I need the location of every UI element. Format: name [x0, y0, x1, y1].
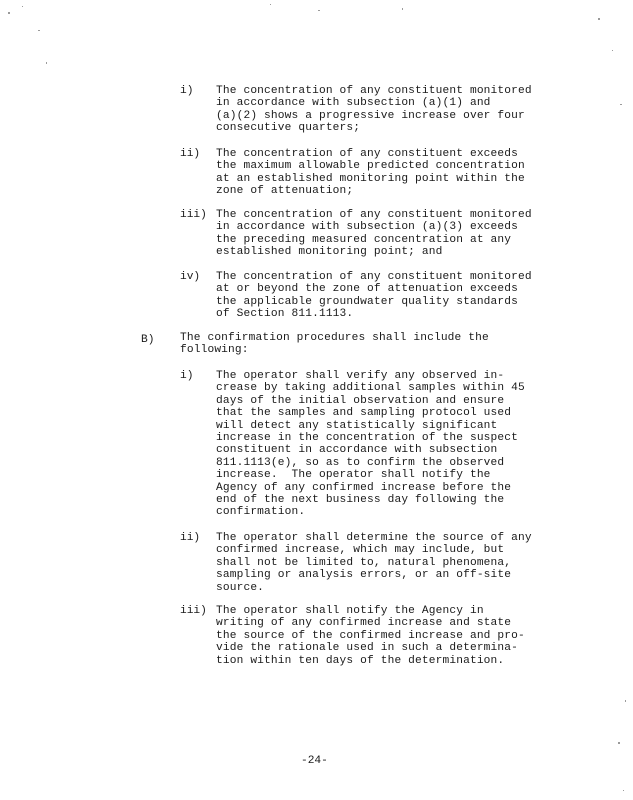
item-text-a-iv [216, 271, 532, 321]
text-line: of Section 811.1113. [216, 308, 354, 321]
scan-speck [598, 18, 600, 20]
text-line: the applicable groundwater quality standards [216, 295, 518, 308]
text-line: 811.1113(e), so as to confirm the observed [216, 456, 505, 469]
item-label-a-i: i) [180, 85, 194, 97]
text-line: The operator shall verify any observed in- [216, 370, 505, 382]
text-line: source. [216, 581, 265, 594]
text-line: tion within ten days of the determination. [216, 654, 505, 667]
scan-speck [612, 50, 613, 51]
text-line: the source of the confirmed increase and pro- [216, 629, 525, 642]
item-label-b-i: i) [180, 370, 194, 382]
scan-speck [8, 12, 10, 14]
item-text-b-ii [216, 532, 532, 594]
text-line: in accordance with subsection (a)(3) exceeds [216, 221, 518, 234]
text-line: consecutive quarters; [216, 122, 361, 135]
text-line: The concentration of any constituent exceeds [216, 148, 518, 160]
text-line: in accordance with subsection (a)(1) and [216, 97, 491, 110]
text-line: the preceding measured concentration at any [216, 233, 512, 246]
text-line: increase. The operator shall notify the [216, 469, 491, 482]
page-number: -24- [301, 755, 328, 767]
item-label-b-ii: ii) [180, 532, 201, 544]
section-text-b [180, 332, 489, 357]
item-text-a-ii [216, 148, 525, 198]
text-line: days of the initial observation and ensure [216, 394, 505, 407]
text-line: confirmed increase, which may include, but [216, 544, 505, 557]
text-line: confirmation. [216, 506, 306, 519]
text-line: the maximum allowable predicted concentration [216, 160, 525, 173]
text-line: The operator shall notify the Agency in [216, 605, 484, 617]
text-line: The operator shall determine the source of any [216, 532, 532, 544]
text-line: following: [180, 344, 249, 357]
scan-speck [38, 30, 40, 31]
item-text-a-i [216, 85, 532, 135]
item-text-b-i [216, 370, 525, 519]
item-text-b-iii [216, 605, 525, 667]
item-label-a-ii: ii) [180, 148, 201, 160]
text-line: constituent in accordance with subsection [216, 444, 498, 457]
scan-speck [22, 6, 23, 7]
text-line: shall not be limited to, natural phenomena, [216, 556, 512, 569]
text-line: increase in the concentration of the suspect [216, 432, 518, 445]
scan-speck [623, 790, 624, 791]
item-label-a-iii: iii) [180, 209, 207, 221]
text-line: will detect any statistically significant [216, 419, 498, 432]
scan-speck [318, 10, 320, 11]
text-line: writing of any confirmed increase and state [216, 617, 512, 630]
text-line: The concentration of any constituent monitored [216, 85, 532, 97]
text-line: (a)(2) shows a progressive increase over four [216, 109, 525, 122]
scan-speck [618, 742, 620, 744]
text-line: Agency of any confirmed increase before the [216, 481, 512, 494]
text-line: at an established monitoring point within the [216, 172, 525, 185]
section-label-b: B) [141, 334, 155, 346]
text-line: The concentration of any constituent monitored [216, 271, 532, 283]
item-text-a-iii [216, 209, 532, 259]
scan-speck [46, 62, 47, 64]
scan-speck [402, 8, 403, 10]
scan-speck [625, 700, 626, 702]
item-label-a-iv: iv) [180, 271, 201, 283]
text-line: The concentration of any constituent monitored [216, 209, 532, 221]
scan-speck [270, 4, 271, 5]
scan-speck [620, 104, 622, 105]
text-line: that the samples and sampling protocol used [216, 407, 512, 420]
text-line: crease by taking additional samples within 45 [216, 382, 525, 395]
text-line: zone of attenuation; [216, 185, 354, 198]
text-line: end of the next business day following the [216, 494, 505, 507]
text-line: vide the rationale used in such a determina- [216, 642, 518, 655]
text-line: established monitoring point; and [216, 246, 443, 259]
text-line: at or beyond the zone of attenuation exceeds [216, 283, 518, 296]
text-line: The confirmation procedures shall include the [180, 332, 489, 344]
text-line: sampling or analysis errors, or an off-site [216, 569, 512, 582]
item-label-b-iii: iii) [180, 605, 207, 617]
